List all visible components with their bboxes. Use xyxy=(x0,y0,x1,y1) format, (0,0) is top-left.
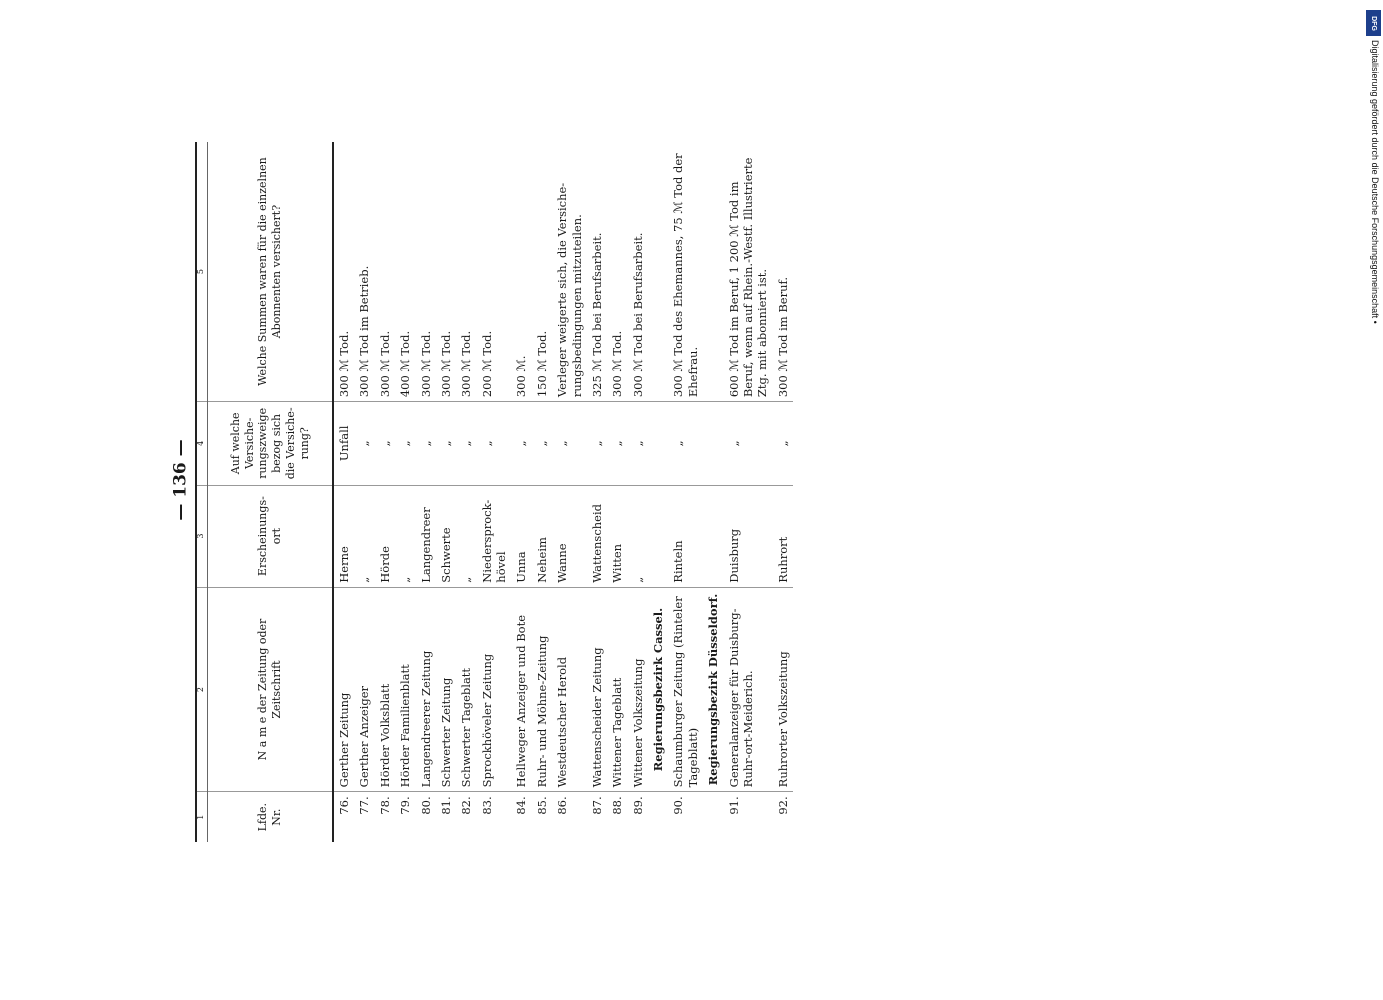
cell-summe: 300 ℳ Tod bei Berufsarbeit. xyxy=(628,142,648,402)
cell-summe: 150 ℳ Tod. xyxy=(532,142,552,402)
cell-zweig: „ xyxy=(607,402,627,485)
cell-nr: 84. xyxy=(514,796,529,815)
cell-zweig: „ xyxy=(628,402,648,485)
region-heading: Regierungsbezirk Düsseldorf. xyxy=(703,587,723,792)
cell-nr: 91. xyxy=(726,796,741,815)
cell-ort: „ xyxy=(354,485,374,587)
table-row xyxy=(587,142,607,842)
cell-ort: „ xyxy=(628,485,648,587)
cell-zweig: „ xyxy=(477,402,512,485)
cell-nr: 82. xyxy=(459,796,474,815)
table-row xyxy=(552,142,587,842)
table-row xyxy=(395,142,415,842)
rotated-table-area xyxy=(195,122,1155,842)
cell-summe: 325 ℳ Tod bei Berufsarbeit. xyxy=(587,142,607,402)
colnum-1: 1 xyxy=(195,792,208,842)
cell-nr: 87. xyxy=(589,796,604,815)
cell-zweig: „ xyxy=(532,402,552,485)
table-row xyxy=(456,142,476,842)
cell-summe: 300 ℳ Tod. xyxy=(607,142,627,402)
cell-zweig: „ xyxy=(395,402,415,485)
cell-name: Ruhr- und Möhne-Zeitung xyxy=(532,587,552,792)
cell-name: Wittener Tageblatt xyxy=(607,587,627,792)
cell-name: Ruhrorter Volkszeitung xyxy=(773,587,793,792)
cell-name: Westdeutscher Herold xyxy=(552,587,587,792)
cell-name: Schwerter Zeitung xyxy=(436,587,456,792)
table-rotation-frame xyxy=(195,122,1355,842)
cell-summe: 300 ℳ. xyxy=(511,142,531,402)
cell-nr: 79. xyxy=(398,796,413,815)
cell-summe: 300 ℳ Tod. xyxy=(436,142,456,402)
cell-ort: Hörde xyxy=(375,485,395,587)
cell-name: Generalanzeiger für Duisburg-Ruhr-ort-Meiderich. xyxy=(724,587,773,792)
cell-zweig: „ xyxy=(668,402,703,485)
cell-name: Wattenscheider Zeitung xyxy=(587,587,607,792)
cell-nr: 76. xyxy=(337,796,351,815)
colnum-3: 3 xyxy=(195,485,208,587)
cell-ort: Wattenscheid xyxy=(587,485,607,587)
cell-zweig: „ xyxy=(416,402,436,485)
cell-summe: 300 ℳ Tod des Ehemannes, 75 ℳ Tod der Ehefrau. xyxy=(668,142,703,402)
funding-notice: Digitalisierung gefördert durch die Deutsche Forschungsgemeinschaft • xyxy=(1370,40,1380,324)
cell-nr: 80. xyxy=(418,796,433,815)
page-number: — 136 — xyxy=(170,439,191,521)
cell-name: Schaumburger Zeitung (Rinteler Tageblatt) xyxy=(668,587,703,792)
cell-nr: 90. xyxy=(671,796,686,815)
cell-ort: Unna xyxy=(511,485,531,587)
table-row xyxy=(354,142,374,842)
cell-name: Hellweger Anzeiger und Bote xyxy=(511,587,531,792)
table-row xyxy=(724,142,773,842)
cell-ort: Wanne xyxy=(552,485,587,587)
cell-summe: 300 ℳ Tod im Beruf. xyxy=(773,142,793,402)
cell-name: Langendreerer Zeitung xyxy=(416,587,436,792)
cell-zweig: „ xyxy=(587,402,607,485)
cell-zweig: „ xyxy=(436,402,456,485)
cell-zweig: „ xyxy=(354,402,374,485)
table-row xyxy=(477,142,512,842)
region-duesseldorf xyxy=(703,142,723,842)
table-row xyxy=(333,142,354,842)
newspaper-insurance-table xyxy=(195,142,793,842)
cell-name: Hörder Volksblatt xyxy=(375,587,395,792)
colnum-5: 5 xyxy=(195,142,208,402)
cell-nr: 85. xyxy=(534,796,549,815)
cell-ort: „ xyxy=(395,485,415,587)
cell-ort: Ruhrort xyxy=(773,485,793,587)
cell-ort: Duisburg xyxy=(724,485,773,587)
table-row xyxy=(532,142,552,842)
table-body-duesseldorf xyxy=(724,142,794,842)
cell-summe: 600 ℳ Tod im Beruf, 1 200 ℳ Tod im Beruf, wenn auf Rhein.-Westf. Illustrierte Ztg. mit abonniert ist. xyxy=(724,142,773,402)
cell-nr: 89. xyxy=(630,796,645,815)
cell-name: Gerther Zeitung xyxy=(333,587,354,792)
table-row xyxy=(773,142,793,842)
cell-summe: 300 ℳ Tod. xyxy=(333,142,354,402)
header-ort: Erscheinungs-ort xyxy=(208,485,334,587)
cell-nr: 78. xyxy=(377,796,392,815)
cell-nr: 83. xyxy=(479,796,494,815)
cell-name: Gerther Anzeiger xyxy=(354,587,374,792)
header-row xyxy=(208,142,334,842)
cell-zweig: „ xyxy=(724,402,773,485)
cell-nr: 77. xyxy=(357,796,372,815)
cell-ort: Schwerte xyxy=(436,485,456,587)
cell-name: Sprockhöveler Zeitung xyxy=(477,587,512,792)
header-name: N a m e der Zeitung oder Zeitschrift xyxy=(208,587,334,792)
cell-ort: „ xyxy=(456,485,476,587)
table-row xyxy=(416,142,436,842)
table-row xyxy=(375,142,395,842)
table-body-cassel xyxy=(668,142,703,842)
cell-summe: 300 ℳ Tod. xyxy=(375,142,395,402)
cell-ort: Niedersprock-hövel xyxy=(477,485,512,587)
header-summe: Welche Summen waren für die einzelnen Abonnenten versichert? xyxy=(208,142,334,402)
cell-nr: 86. xyxy=(555,796,570,815)
cell-summe: 400 ℳ Tod. xyxy=(395,142,415,402)
table-row xyxy=(511,142,531,842)
cell-nr: 88. xyxy=(610,796,625,815)
header-zweig: Auf welche Versiche-rungszweige bezog sich die Versiche-rung? xyxy=(208,402,334,485)
cell-summe: 200 ℳ Tod. xyxy=(477,142,512,402)
cell-zweig: „ xyxy=(456,402,476,485)
cell-name: Hörder Familienblatt xyxy=(395,587,415,792)
cell-zweig: „ xyxy=(773,402,793,485)
cell-ort: Langendreer xyxy=(416,485,436,587)
top-rule xyxy=(195,142,197,842)
cell-zweig: „ xyxy=(375,402,395,485)
cell-summe: 300 ℳ Tod. xyxy=(416,142,436,402)
cell-name: Schwerter Tageblatt xyxy=(456,587,476,792)
table-row xyxy=(628,142,648,842)
cell-ort: Neheim xyxy=(532,485,552,587)
region-cassel xyxy=(648,142,668,842)
cell-summe: 300 ℳ Tod im Betrieb. xyxy=(354,142,374,402)
cell-ort: Herne xyxy=(333,485,354,587)
cell-summe: Verleger weigerte sich, die Versiche-rungsbedingungen mitzuteilen. xyxy=(552,142,587,402)
header-nr: Lfde. Nr. xyxy=(208,792,334,842)
colnum-2: 2 xyxy=(195,587,208,792)
table-row xyxy=(607,142,627,842)
cell-zweig: „ xyxy=(511,402,531,485)
table-body-main xyxy=(333,142,648,842)
cell-ort: Witten xyxy=(607,485,627,587)
region-heading: Regierungsbezirk Cassel. xyxy=(648,587,668,792)
cell-ort: Rinteln xyxy=(668,485,703,587)
colnum-4: 4 xyxy=(195,402,208,485)
cell-summe: 300 ℳ Tod. xyxy=(456,142,476,402)
table-row xyxy=(668,142,703,842)
cell-nr: 81. xyxy=(438,796,453,815)
table-row xyxy=(436,142,456,842)
cell-name: Wittener Volkszeitung xyxy=(628,587,648,792)
cell-zweig: „ xyxy=(552,402,587,485)
dfg-logo-icon: DFG xyxy=(1366,10,1381,36)
cell-zweig: Unfall xyxy=(333,402,354,485)
cell-nr: 92. xyxy=(775,796,790,815)
